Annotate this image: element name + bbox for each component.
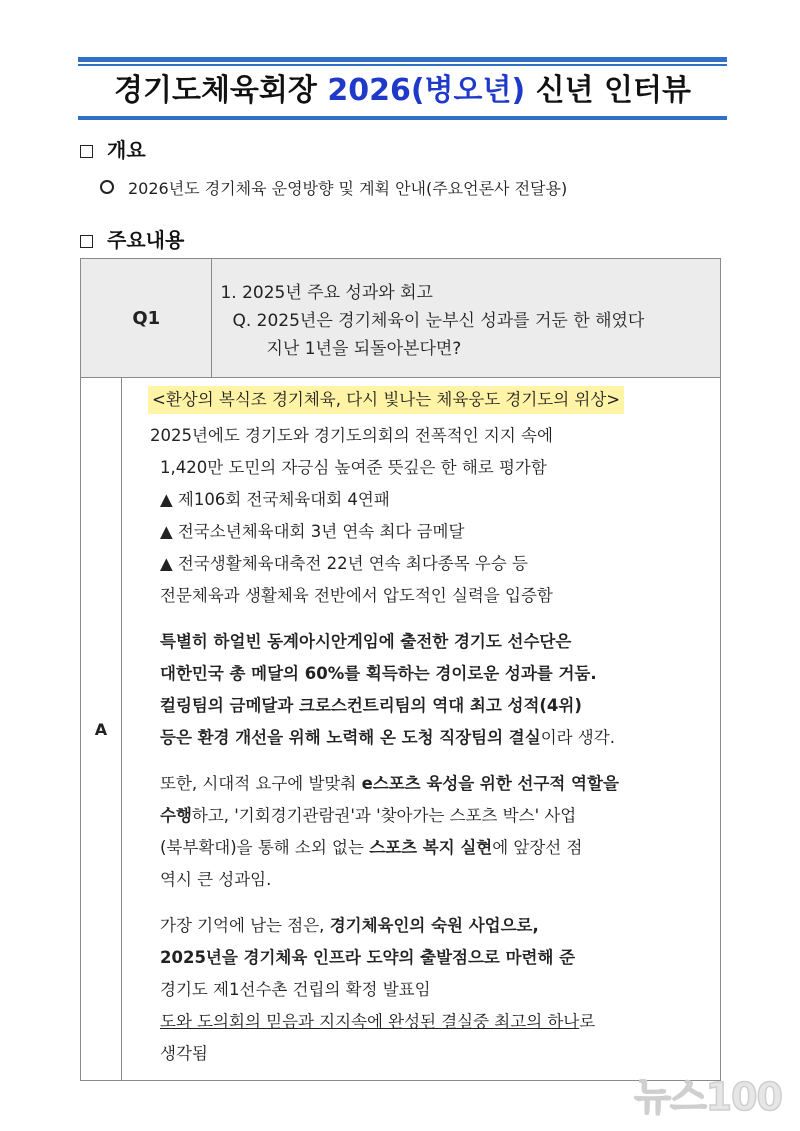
answer-label-cell (81, 378, 122, 1081)
question-line-2: 지난 1년을 되돌아본다면? (266, 339, 462, 359)
answer-p4-line-3: 경기도 제1선수촌 건립의 확정 발표임 (160, 980, 431, 999)
answer-p3-line-1 (160, 768, 720, 800)
title-prefix: 경기도체육회장 (114, 73, 317, 108)
answer-p2-line-2: 대한민국 총 메달의 60%를 획득하는 경이로운 성과를 거둠. (160, 664, 597, 683)
answer-p2-line-4-bold: 등은 환경 개선을 위해 노력해 온 도청 직장팀의 결실 (160, 728, 541, 747)
qa-table (80, 258, 721, 1081)
question-label-cell (81, 259, 212, 378)
watermark-logo: 뉴스100 (634, 1075, 782, 1119)
question-row (81, 259, 721, 378)
answer-paragraph-4 (150, 910, 720, 1070)
question-heading: 1. 2025년 주요 성과와 회고 (220, 283, 433, 303)
title-banner (78, 57, 727, 120)
answer-p3-line-3-c: 에 앞장선 점 (492, 838, 583, 857)
answer-p4-line-2: 2025년을 경기체육 인프라 도약의 출발점으로 마련해 준 (160, 948, 576, 967)
answer-paragraph-2 (150, 626, 720, 754)
answer-p3-line-3 (160, 832, 720, 864)
answer-p1-line-2: 1,420만 도민의 자긍심 높여준 뜻깊은 한 해로 평가함 (160, 458, 547, 477)
answer-row (81, 378, 721, 1081)
section-overview-label: 개요 (107, 138, 146, 162)
overview-item (100, 176, 567, 199)
answer-p3-line-1-bold: e스포츠 육성을 위한 선구적 역할을 (361, 774, 619, 793)
answer-paragraph-3 (150, 768, 720, 896)
section-main-label: 주요내용 (107, 228, 185, 252)
achievement-bullet: ▲ 전국생활체육대축전 22년 연속 최다종목 우승 등 (160, 554, 528, 573)
answer-p1-line-1: 2025년에도 경기도와 경기도의회의 전폭적인 지지 속에 (150, 426, 553, 445)
answer-p2-line-1: 특별히 하얼빈 동계아시안게임에 출전한 경기도 선수단은 (160, 632, 572, 651)
title-suffix: 신년 인터뷰 (535, 73, 691, 108)
page-title (78, 66, 727, 116)
answer-p4-line-4-underlined: 도와 도의회의 믿음과 지지속에 완성된 결실중 최고의 하나 (160, 1012, 580, 1031)
title-rule-top (78, 57, 727, 62)
answer-p4-line-4 (160, 1006, 720, 1038)
answer-p3-line-4: 역시 큰 성과임. (160, 870, 272, 889)
answer-p2-line-3: 컬링팀의 금메달과 크로스컨트리팀의 역대 최고 성적(4위) (160, 696, 582, 715)
answer-p4-line-1-a: 가장 기억에 남는 점은, (160, 916, 330, 935)
question-cell (212, 259, 721, 378)
answer-p1-line-3: 전문체육과 생활체육 전반에서 압도적인 실력을 입증함 (160, 586, 553, 605)
answer-p3-line-3-bold: 스포츠 복지 실현 (369, 838, 493, 857)
title-rule-bottom (78, 116, 727, 120)
answer-p3-line-2-bold: 수행 (160, 806, 192, 825)
question-label: Q1 (132, 307, 161, 329)
answer-p2-line-4-rest: 이라 생각. (540, 728, 615, 747)
title-year: 2026(병오년) (327, 73, 526, 108)
answer-p2-line-4 (160, 722, 720, 754)
checkbox-square-icon (80, 145, 93, 158)
answer-label: A (94, 719, 108, 739)
answer-p4-line-1 (160, 910, 720, 942)
answer-p3-line-2 (160, 800, 720, 832)
answer-p4-line-5: 생각됨 (160, 1044, 208, 1063)
overview-text: 2026년도 경기체육 운영방향 및 계획 안내(주요언론사 전달용) (128, 179, 568, 198)
answer-p4-line-4-rest: 로 (579, 1012, 596, 1031)
question-line-1: Q. 2025년은 경기체육이 눈부신 성과를 거둔 한 해였다 (232, 311, 645, 331)
answer-p3-line-3-a: (북부확대)을 통해 소외 없는 (160, 838, 370, 857)
achievement-bullet: ▲ 제106회 전국체육대회 4연패 (160, 490, 390, 509)
circle-bullet-icon (100, 180, 114, 194)
section-main-heading (80, 224, 184, 253)
answer-paragraph-1 (150, 420, 720, 612)
answer-p3-line-2-rest: 하고, '기회경기관람권'과 '찾아가는 스포츠 박스' 사업 (191, 806, 577, 825)
answer-headline: <환상의 복식조 경기체육, 다시 빛나는 체육웅도 경기도의 위상> (148, 386, 624, 414)
answer-p4-line-1-bold: 경기체육인의 숙원 사업으로, (329, 916, 539, 935)
section-overview-heading (80, 134, 146, 163)
achievement-bullet: ▲ 전국소년체육대회 3년 연속 최다 금메달 (160, 522, 465, 541)
answer-p3-line-1-a: 또한, 시대적 요구에 발맞춰 (160, 774, 362, 793)
answer-cell (122, 378, 721, 1081)
checkbox-square-icon (80, 235, 93, 248)
